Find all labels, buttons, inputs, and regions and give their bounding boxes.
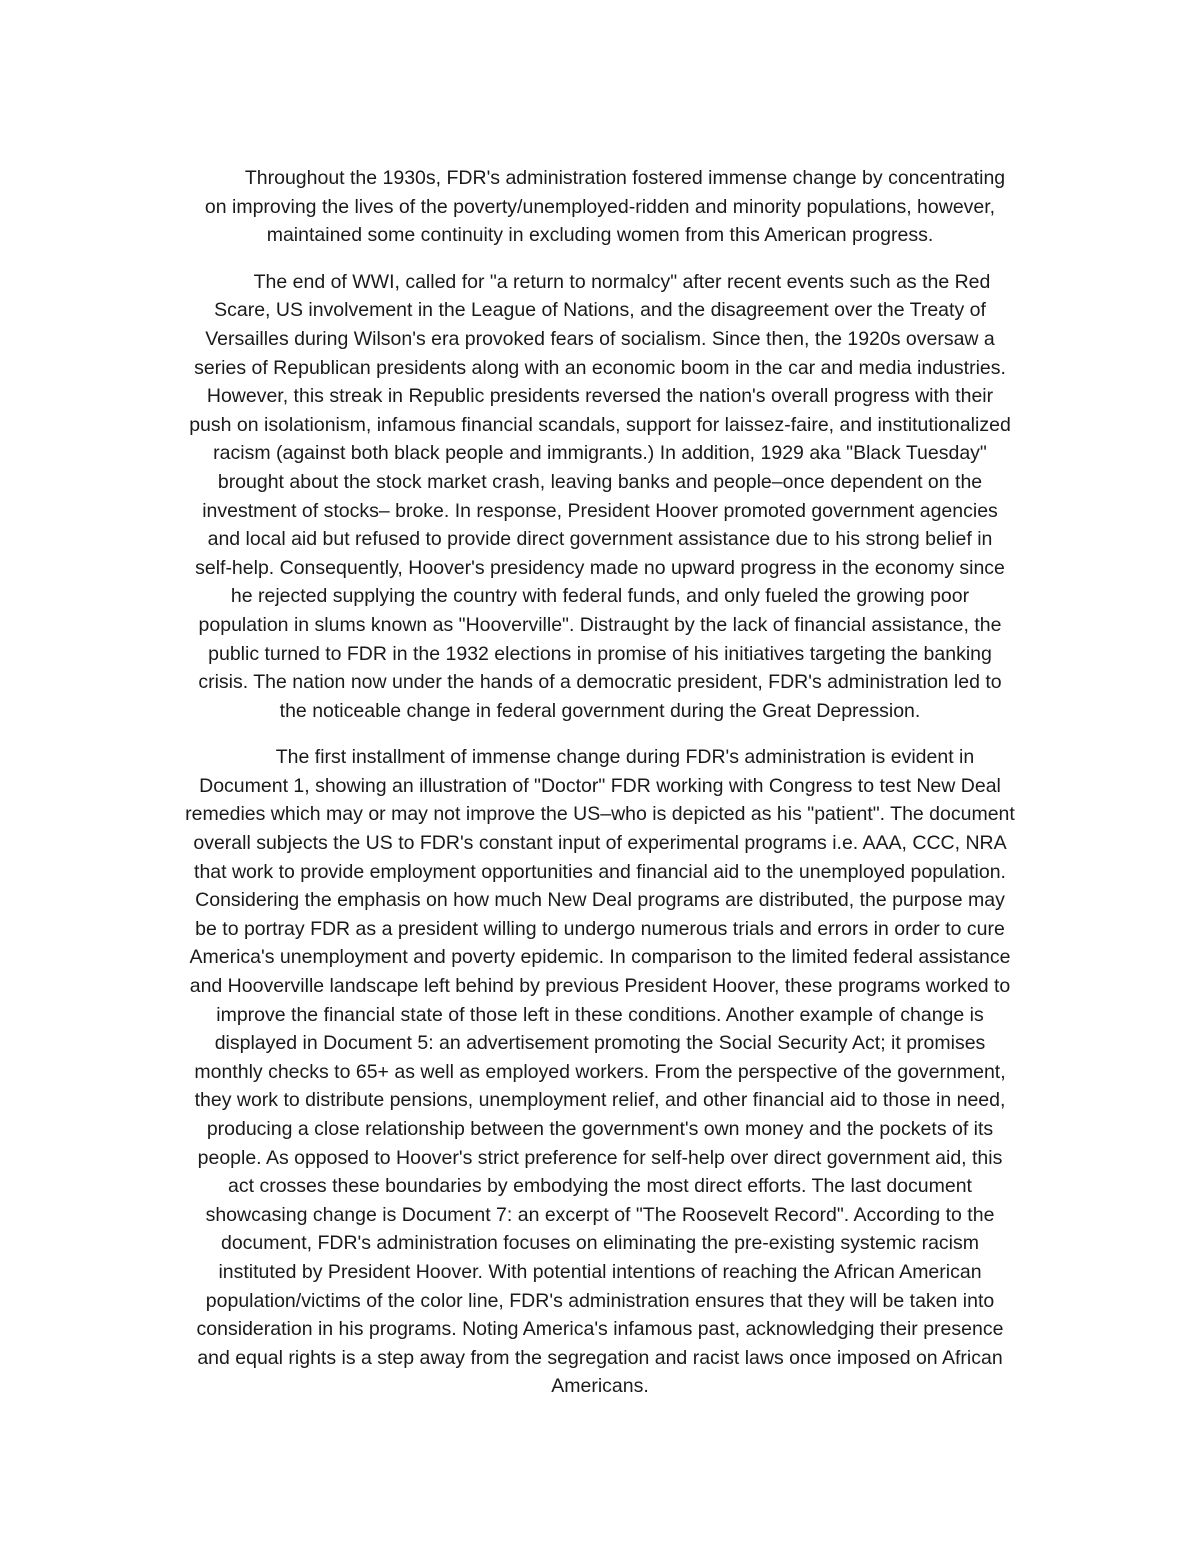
text-line: document, FDR's administration focuses on eliminating the pre-existing systemic racism (220, 1232, 979, 1255)
text-line: self-help. Consequently, Hoover's presidency made no upward progress in the economy since (195, 556, 1005, 579)
text-line: displayed in Document 5: an advertisement promoting the Social Security Act; it promises (214, 1032, 986, 1055)
text-line: The end of WWI, called for "a return to normalcy" after recent events such as the Red (253, 270, 991, 293)
text-line: Document 1, showing an illustration of "Doctor" FDR working with Congress to test New Deal (199, 774, 1001, 797)
text-line: and equal rights is a step away from the segregation and racist laws once imposed on African (197, 1346, 1003, 1369)
text-line: be to portray FDR as a president willing to undergo numerous trials and errors in order to cure (195, 917, 1005, 940)
text-line: people. As opposed to Hoover's strict preference for self-help over direct government aid, this (197, 1146, 1003, 1169)
text-line: push on isolationism, infamous financial scandals, support for laissez-faire, and institutionalized (189, 413, 1011, 436)
text-line: Throughout the 1930s, FDR's administration fostered immense change by concentrating (244, 167, 1006, 189)
text-line: The first installment of immense change during FDR's administration is evident in (275, 746, 975, 769)
text-line: they work to distribute pensions, unemployment relief, and other financial aid to those in need, (194, 1089, 1006, 1112)
paragraph-change (140, 743, 1060, 1401)
text-line: and local aid but refused to provide direct government assistance due to his strong belief in (207, 528, 993, 551)
text-line: racism (against both black people and immigrants.) In addition, 1929 aka "Black Tuesday" (213, 442, 987, 465)
paragraph-thesis (140, 164, 1060, 250)
text-line: population/victims of the color line, FDR's administration ensures that they will be taken into (205, 1289, 995, 1312)
text-line: population in slums known as "Hooverville". Distraught by the lack of financial assistance, the (198, 613, 1002, 636)
text-line: America's unemployment and poverty epidemic. In comparison to the limited federal assistance (189, 946, 1011, 969)
text-line: public turned to FDR in the 1932 elections in promise of his initiatives targeting the banking (208, 642, 992, 665)
text-line: instituted by President Hoover. With potential intentions of reaching the African American (218, 1260, 982, 1283)
text-line: monthly checks to 65+ as well as employed workers. From the perspective of the government, (194, 1060, 1006, 1083)
text-line: on improving the lives of the poverty/unemployed-ridden and minority populations, however, (204, 195, 996, 218)
text-line: showcasing change is Document 7: an excerpt of "The Roosevelt Record". According to the (205, 1203, 995, 1226)
essay-body (140, 164, 1060, 1419)
text-line: overall subjects the US to FDR's constant input of experimental programs i.e. AAA, CCC, NRA (193, 832, 1007, 855)
text-line: that work to provide employment opportunities and financial aid to the unemployed population. (194, 860, 1006, 883)
text-line: and Hooverville landscape left behind by previous President Hoover, these programs worked to (189, 975, 1011, 998)
text-line: investment of stocks– broke. In response, President Hoover promoted government agencies (202, 499, 998, 522)
text-line: producing a close relationship between the government's own money and the pockets of its (206, 1118, 994, 1140)
text-line: Americans. (551, 1375, 649, 1398)
text-line: brought about the stock market crash, leaving banks and people–once dependent on the (217, 470, 983, 493)
text-line: However, this streak in Republic presidents reversed the nation's overall progress with their (206, 385, 994, 408)
text-line: Considering the emphasis on how much New Deal programs are distributed, the purpose may (195, 889, 1005, 912)
text-line: series of Republican presidents along with an economic boom in the car and media industries. (194, 356, 1006, 379)
paragraph-context (140, 268, 1060, 726)
text-line: Versailles during Wilson's era provoked fears of socialism. Since then, the 1920s oversaw a (205, 327, 995, 350)
text-line: act crosses these boundaries by embodying the most direct efforts. The last document (228, 1175, 972, 1198)
text-line: consideration in his programs. Noting America's infamous past, acknowledging their presence (196, 1318, 1004, 1341)
text-line: maintained some continuity in excluding women from this American progress. (266, 224, 934, 247)
text-line: Scare, US involvement in the League of Nations, and the disagreement over the Treaty of (214, 299, 986, 322)
text-line: the noticeable change in federal government during the Great Depression. (279, 699, 921, 722)
text-line: improve the financial state of those left in these conditions. Another example of change is (216, 1003, 984, 1026)
text-line: remedies which may or may not improve the US–who is depicted as his "patient". The document (185, 803, 1015, 826)
text-line: he rejected supplying the country with federal funds, and only fueled the growing poor (230, 585, 970, 608)
text-line: crisis. The nation now under the hands of a democratic president, FDR's administration led to (198, 671, 1002, 694)
